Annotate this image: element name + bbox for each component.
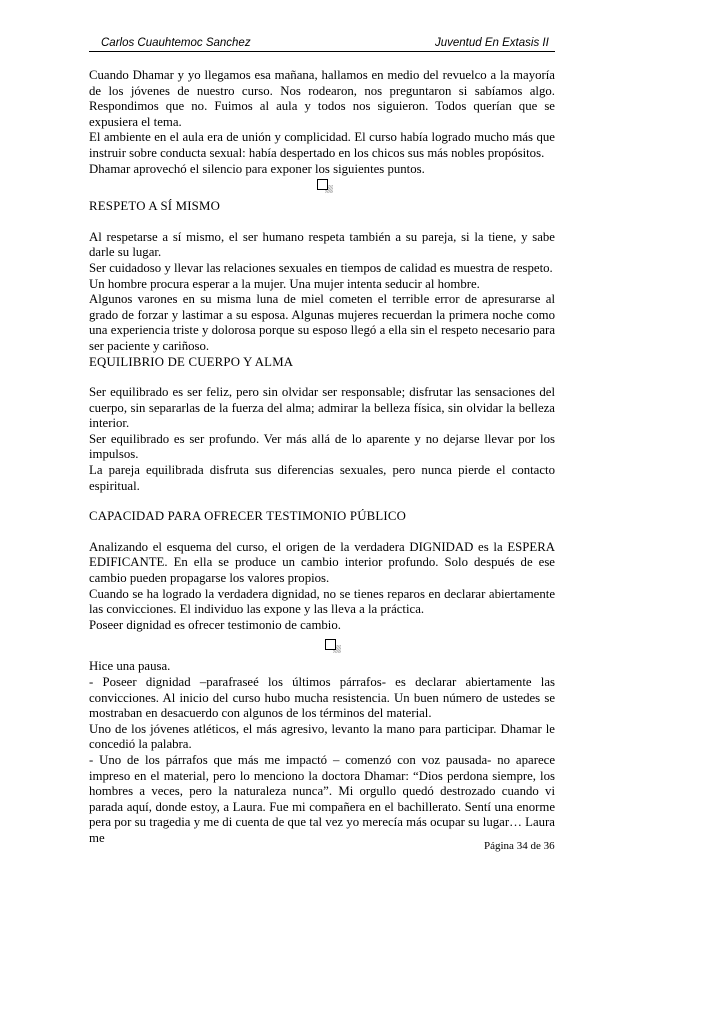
- page-number: Página 34 de 36: [484, 840, 555, 852]
- image-placeholder-icon: [317, 179, 328, 190]
- paragraph: Ser equilibrado es ser feliz, pero sin olvidar ser responsable; disfrutar las sensaciones del cuerpo, sin separarlas de la fuerza del alma; admirar la belleza física, sin olvidar la belleza interior.: [89, 385, 555, 431]
- paragraph: Poseer dignidad es ofrecer testimonio de cambio.: [89, 617, 341, 632]
- paragraph: Al respetarse a sí mismo, el ser humano respeta también a su pareja, si la tiene, y sabe darle su lugar.: [89, 229, 555, 260]
- image-placeholder-icon: [325, 639, 336, 650]
- paragraph: Ser cuidadoso y llevar las relaciones sexuales en tiempos de calidad es muestra de respeto.: [89, 260, 553, 275]
- paragraph: El ambiente en el aula era de unión y complicidad. El curso había logrado mucho más que instruir sobre conducta sexual: había despertado en los chicos sus más nobles propósitos.: [89, 130, 555, 160]
- header-book-title: Juventud En Extasis II: [435, 37, 549, 49]
- section-heading: EQUILIBRIO DE CUERPO Y ALMA: [89, 354, 294, 369]
- paragraph: Dhamar aprovechó el silencio para exponer los siguientes puntos.: [89, 161, 425, 176]
- paragraph: - Poseer dignidad –parafraseé los últimos párrafos- es declarar abiertamente las convicciones. Al inicio del curso hubo mucha resistencia. Un buen número de ustedes se mostraban en desacuerdo con algunos de los términos del material.: [89, 675, 555, 721]
- header-author: Carlos Cuauhtemoc Sanchez: [101, 37, 251, 49]
- paragraph: Uno de los jóvenes atléticos, el más agresivo, levanto la mano para participar. Dhamar le concedió la palabra.: [89, 721, 555, 752]
- section-heading: CAPACIDAD PARA OFRECER TESTIMONIO PÚBLICO: [89, 509, 407, 524]
- paragraph: Cuando se ha logrado la verdadera dignidad, no se tienes reparos en declarar abiertamente las convicciones. El individuo las expone y las lleva a la práctica.: [89, 586, 555, 617]
- paragraph: Analizando el esquema del curso, el origen de la verdadera DIGNIDAD es la ESPERA EDIFICANTE. En ella se produce un cambio interior profundo. Solo después de ese cambio pueden propagarse los valores propios.: [89, 539, 555, 586]
- paragraph: Un hombre procura esperar a la mujer. Una mujer intenta seducir al hombre.: [89, 276, 480, 291]
- paragraph: Cuando Dhamar y yo llegamos esa mañana, hallamos en medio del revuelco a la mayoría de los jóvenes de nuestro curso. Nos rodearon, nos preguntaron si sabíamos algo. Respondimos que no. Fuimos al aula y todos nos siguieron. Todos querían que se expusiera el tema.: [89, 68, 555, 129]
- paragraph: La pareja equilibrada disfruta sus diferencias sexuales, pero nunca pierde el contacto espiritual.: [89, 463, 555, 493]
- document-body: [89, 68, 555, 847]
- paragraph: Hice una pausa.: [89, 659, 171, 674]
- paragraph: Algunos varones en su misma luna de miel cometen el terrible error de apresurarse al grado de forzar y lastimar a su esposa. Algunas mujeres recuerdan la primera noche como una experiencia triste y dolorosa porque su esposo llegó a ella sin el respeto necesario para ser paciente y cariñoso.: [89, 292, 555, 353]
- section-separator: [89, 177, 555, 199]
- section-heading: RESPETO A SÍ MISMO: [89, 199, 221, 214]
- section-separator: [89, 633, 555, 659]
- paragraph: - Uno de los párrafos que más me impactó – comenzó con voz pausada- no aparece impreso en el material, pero lo menciono la doctora Dhamar: “Dios perdona siempre, los hombres a veces, pero la naturaleza nunca”. Mi orgullo quedó destrozado cuando vi parada aquí, donde estoy, a Laura. Fue mi compañera en el bachillerato. Sentí una enorme pera por su tragedia y me di cuenta de que tal vez yo merecía más ocupar su lugar… Laura me: [89, 752, 555, 845]
- paragraph: Ser equilibrado es ser profundo. Ver más allá de lo aparente y no dejarse llevar por los impulsos.: [89, 431, 555, 462]
- page-header: [89, 36, 555, 52]
